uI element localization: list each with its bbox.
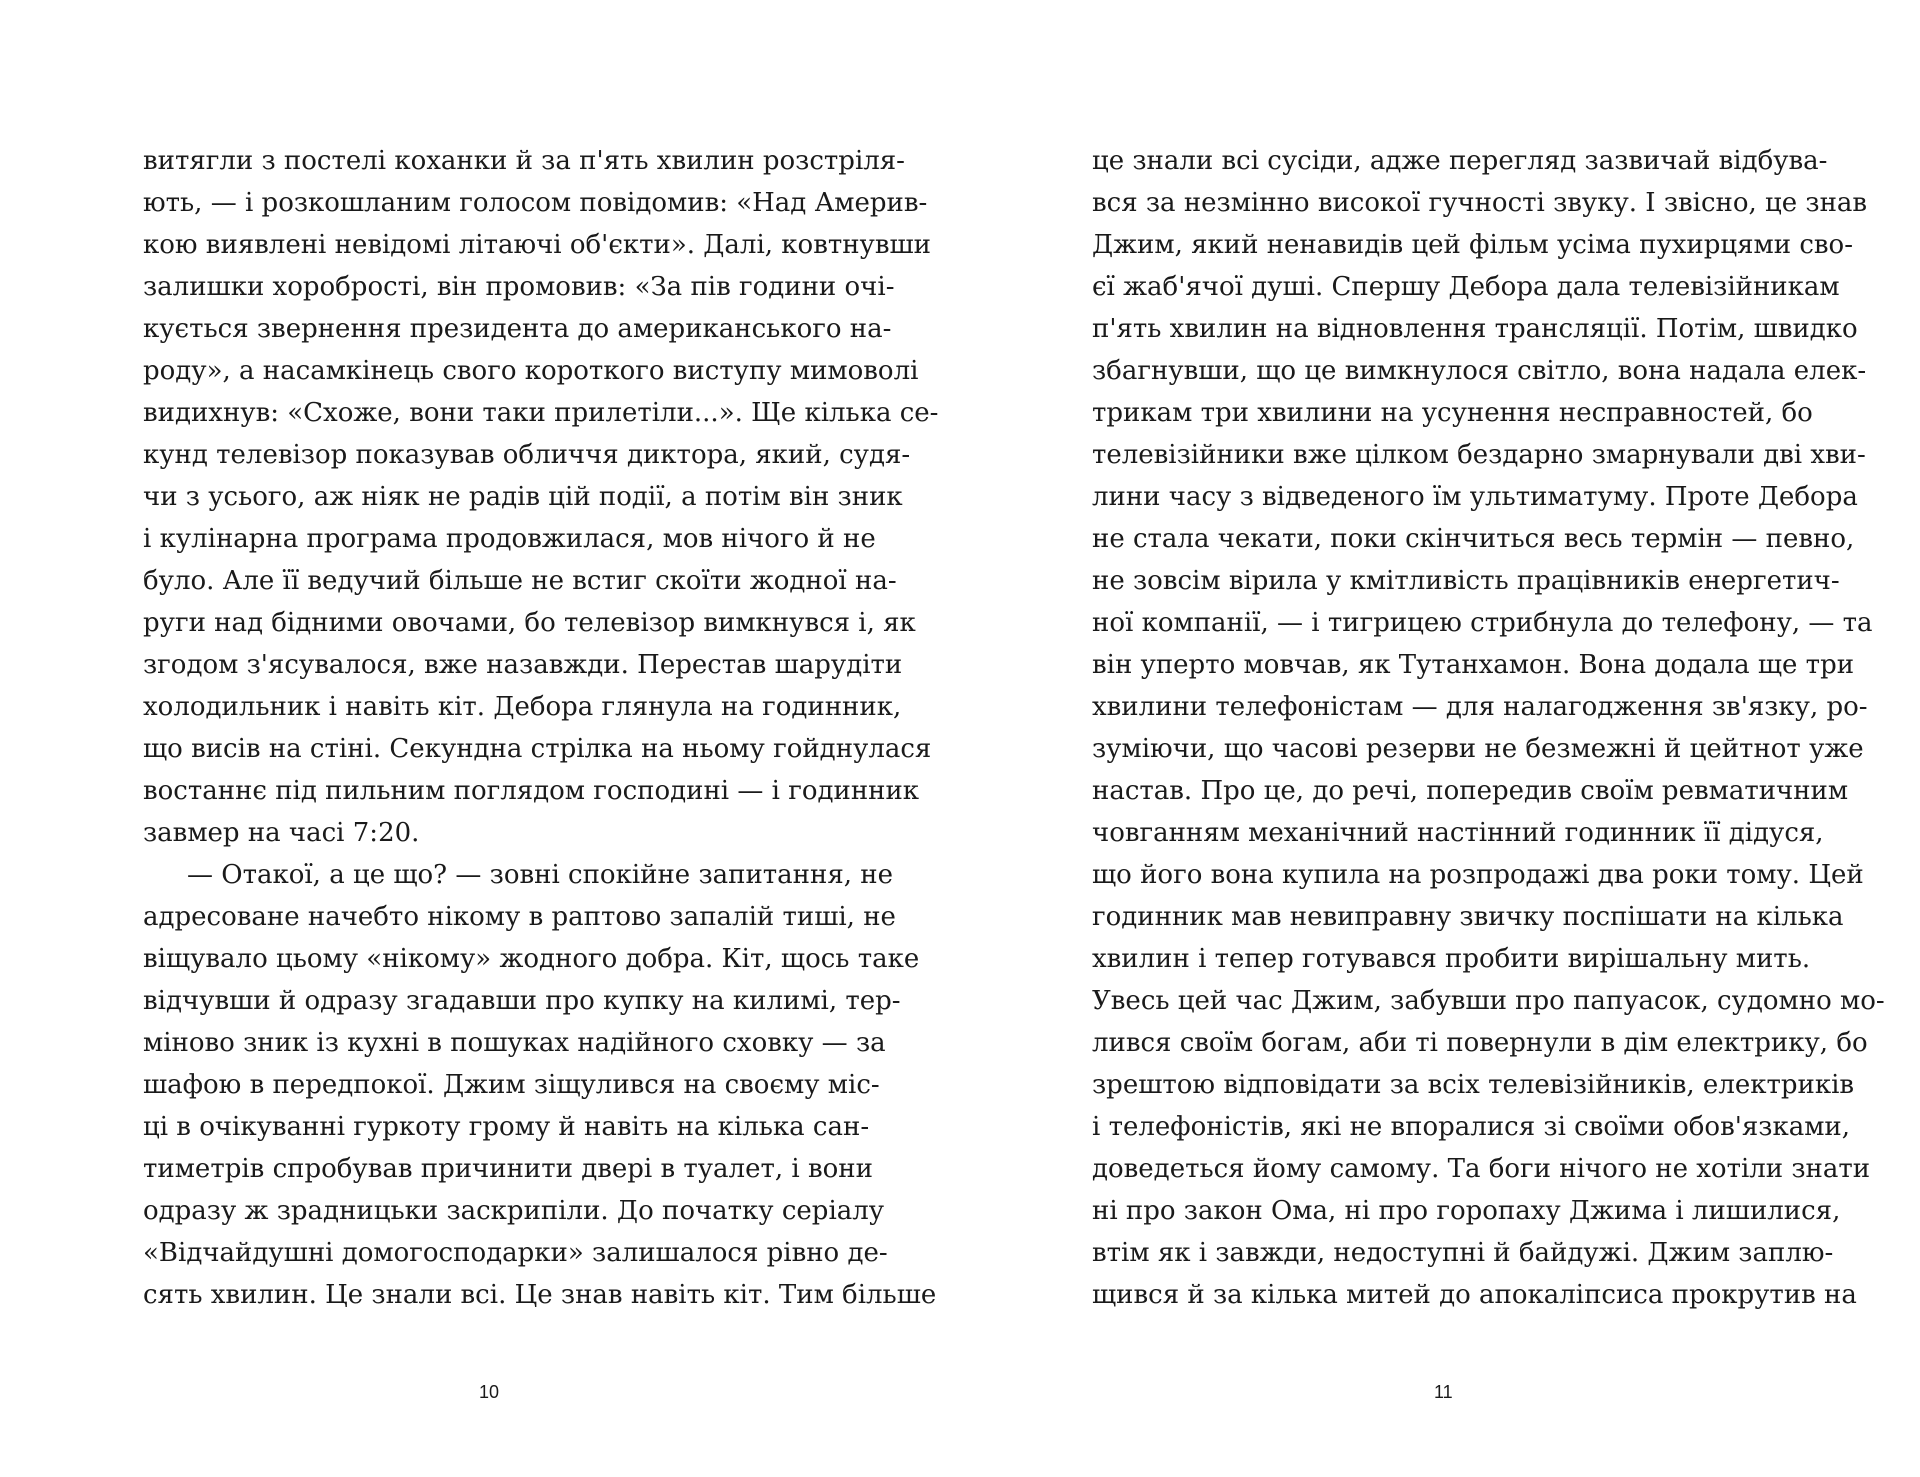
text-line: адресоване начебто нікому в раптово запалій тиші, не — [143, 902, 896, 932]
text-line: він уперто мовчав, як Тутанхамон. Вона додала ще три — [1092, 650, 1855, 680]
text-line: чи з усього, аж ніяк не радів цій події, а потім він зник — [143, 482, 903, 512]
text-line: годинник мав невиправну звичку поспішати на кілька — [1092, 902, 1844, 932]
text-line: Джим, який ненавидів цей фільм усіма пухирцями сво- — [1092, 230, 1853, 260]
text-line: трикам три хвилини на усунення несправностей, бо — [1092, 398, 1813, 428]
text-line: кою виявлені невідомі літаючі об'єкти». Далі, ковтнувши — [143, 230, 931, 260]
text-line: кунд телевізор показував обличчя диктора, який, судя- — [143, 440, 911, 470]
text-line: руги над бідними овочами, бо телевізор вимкнувся і, як — [143, 608, 916, 638]
text-line: витягли з постелі коханки й за п'ять хвилин розстріля- — [143, 146, 905, 176]
text-line: холодильник і навіть кіт. Дебора глянула на годинник, — [143, 692, 902, 722]
text-line: лини часу з відведеного їм ультиматуму. Проте Дебора — [1092, 482, 1858, 512]
text-line: настав. Про це, до речі, попередив своїм ревматичним — [1092, 776, 1849, 806]
text-line: одразу ж зрадницьки заскрипіли. До початку серіалу — [143, 1196, 885, 1226]
text-line: ють, — і розкошланим голосом повідомив: «Над Америв- — [143, 188, 928, 218]
text-line: хвилин і тепер готувався пробити вирішальну мить. — [1092, 944, 1811, 974]
text-line: втім як і завжди, недоступні й байдужі. Джим заплю- — [1092, 1238, 1834, 1268]
text-line: — Отакої, а це що? — зовні спокійне запитання, не — [187, 860, 893, 890]
right-page — [1092, 140, 1885, 1316]
page-number-left: 10 — [479, 1382, 500, 1402]
text-line: віщувало цьому «нікому» жодного добра. Кіт, щось таке — [143, 944, 920, 974]
text-line: згодом з'ясувалося, вже назавжди. Перестав шарудіти — [143, 650, 903, 680]
text-line: хвилини телефоністам — для налагодження зв'язку, ро- — [1092, 692, 1868, 722]
text-line: п'ять хвилин на відновлення трансляції. Потім, швидко — [1092, 314, 1858, 344]
page-number-right: 11 — [1434, 1382, 1453, 1402]
text-line: Увесь цей час Джим, забувши про папуасок, судомно мо- — [1092, 986, 1885, 1016]
text-line: «Відчайдушні домогосподарки» залишалося рівно де- — [143, 1238, 888, 1268]
text-line: відчувши й одразу згадавши про купку на килимі, тер- — [143, 986, 901, 1016]
text-line: збагнувши, що це вимкнулося світло, вона надала елек- — [1092, 356, 1867, 386]
text-line: шафою в передпокої. Джим зіщулився на своєму міс- — [143, 1070, 880, 1100]
text-line: востаннє під пильним поглядом господині — і годинник — [143, 776, 920, 806]
text-line: було. Але її ведучий більше не встиг скоїти жодної на- — [143, 566, 897, 596]
text-line: зрештою відповідати за всіх телевізійників, електриків — [1092, 1070, 1855, 1100]
text-line: доведеться йому самому. Та боги нічого не хотіли знати — [1092, 1154, 1871, 1184]
text-line: кується звернення президента до американського на- — [143, 314, 892, 344]
text-line: роду», а насамкінець свого короткого виступу мимоволі — [143, 356, 919, 386]
text-line: ці в очікуванні гуркоту грому й навіть на кілька сан- — [143, 1112, 870, 1142]
text-line: видихнув: «Схоже, вони таки прилетіли...». Ще кілька се- — [143, 398, 939, 428]
text-line: телевізійники вже цілком бездарно змарнували дві хви- — [1092, 440, 1866, 470]
text-line: не зовсім вірила у кмітливість працівників енергетич- — [1092, 566, 1840, 596]
text-line: зуміючи, що часові резерви не безмежні й цейтнот уже — [1092, 734, 1864, 764]
text-line: ної компанії, — і тигрицею стрибнула до телефону, — та — [1092, 608, 1873, 638]
text-line: і кулінарна програма продовжилася, мов нічого й не — [143, 524, 876, 554]
text-line: і телефоністів, які не впоралися зі своїми обов'язками, — [1092, 1112, 1851, 1142]
text-line: єї жаб'ячої душі. Спершу Дебора дала телевізійникам — [1092, 272, 1840, 302]
text-line: що висів на стіні. Секундна стрілка на ньому гойднулася — [143, 734, 932, 764]
text-line: залишки хоробрості, він промовив: «За пів години очі- — [143, 272, 895, 302]
text-line: ні про закон Ома, ні про горопаху Джима і лишилися, — [1092, 1196, 1841, 1226]
text-line: міново зник із кухні в пошуках надійного сховку — за — [143, 1028, 886, 1058]
text-line: сять хвилин. Це знали всі. Це знав навіть кіт. Тим більше — [143, 1280, 937, 1310]
text-line: тиметрів спробував причинити двері в туалет, і вони — [143, 1154, 873, 1184]
text-line: щився й за кілька митей до апокаліпсиса прокрутив на — [1092, 1280, 1857, 1310]
text-line: що його вона купила на розпродажі два роки тому. Цей — [1092, 860, 1864, 890]
text-line: лився своїм богам, аби ті повернули в дім електрику, бо — [1092, 1028, 1868, 1058]
text-line: човганням механічний настінний годинник її дідуся, — [1092, 818, 1824, 848]
text-line: завмер на часі 7:20. — [143, 818, 420, 848]
text-line: це знали всі сусіди, адже перегляд зазвичай відбува- — [1092, 146, 1828, 176]
text-line: вся за незмінно високої гучності звуку. І звісно, це знав — [1092, 188, 1868, 218]
text-line: не стала чекати, поки скінчиться весь термін — певно, — [1092, 524, 1855, 554]
left-page — [143, 140, 939, 1316]
